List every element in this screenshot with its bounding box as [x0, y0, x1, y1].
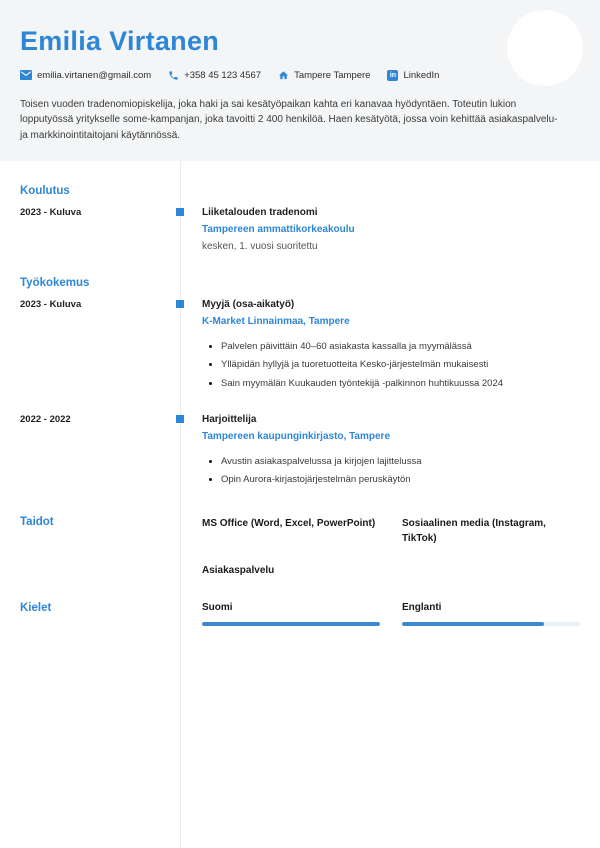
section-experience [0, 277, 600, 491]
section-title-skills: Taidot [20, 515, 54, 528]
square-bullet-icon [176, 300, 184, 308]
entry-dates: 2022 - 2022 [20, 413, 71, 425]
phone-icon [168, 70, 179, 81]
language-level-bar [202, 622, 380, 626]
job-bullet-list [202, 340, 580, 390]
section-education [0, 185, 600, 253]
contact-phone[interactable] [168, 70, 261, 81]
language-item [402, 602, 580, 626]
skill-item: MS Office (Word, Excel, PowerPoint) [202, 517, 376, 529]
location-text: Tampere Tampere [294, 69, 371, 81]
skill-item: Sosiaalinen media (Instagram, TikTok) [402, 517, 546, 544]
profile-summary: Toisen vuoden tradenomiopiskelija, joka haki ja sai kesätyöpaikan kahta eri kanavaa hyödyntäen. Toteutin lukion lopputyössä yritykselle some-kampanjan, joka tavoitti 2 400 henkilöä. Haen kesätyötä, jossa voin kehittää asiakaspalvelu- ja markkinointitaitojani käytännössä. [20, 98, 558, 141]
job-bullet: • Palvelen päivittäin 40–60 asiakasta kassalla ja myymälässä [221, 340, 580, 354]
skill-item: Asiakaspalvelu [202, 564, 275, 576]
job-title: Myyjä (osa-aikatyö) [202, 299, 295, 311]
entry-dates: 2023 - Kuluva [20, 299, 82, 311]
language-name: Englanti [402, 601, 442, 613]
job-bullet: • Sain myymälän Kuukauden työntekijä -palkinnon huhtikuussa 2024 [221, 377, 580, 391]
section-title-languages: Kielet [20, 601, 52, 614]
employer-link[interactable]: K-Market Linnainmaa, Tampere [202, 316, 350, 328]
linkedin-icon: in [387, 70, 398, 81]
section-title-experience: Työkokemus [20, 277, 90, 290]
section-languages [0, 602, 600, 626]
contact-row [20, 70, 580, 81]
language-name: Suomi [202, 601, 233, 613]
job-bullet: • Opin Aurora-kirjastojärjestelmän peruskäytön [221, 473, 580, 487]
school-link[interactable]: Tampereen ammattikorkeakoulu [202, 224, 355, 236]
contact-location [278, 70, 370, 81]
job-bullet-list [202, 455, 580, 487]
section-title-education: Koulutus [20, 185, 70, 198]
avatar [507, 10, 583, 86]
experience-entry [0, 413, 600, 492]
language-level-bar [402, 622, 580, 626]
job-bullet: • Avustin asiakaspalvelussa ja kirjojen lajittelussa [221, 455, 580, 469]
contact-email[interactable] [20, 70, 151, 81]
phone-text: +358 45 123 4567 [184, 69, 262, 81]
contact-linkedin[interactable] [387, 70, 439, 81]
linkedin-text: LinkedIn [403, 69, 440, 81]
employer-link[interactable]: Tampereen kaupunginkirjasto, Tampere [202, 430, 391, 442]
language-item [202, 602, 380, 626]
job-bullet: • Ylläpidän hyllyjä ja tuoretuotteita Kesko-järjestelmän mukaisesti [221, 358, 580, 372]
degree-title: Liiketalouden tradenomi [202, 207, 318, 219]
resume-body [0, 161, 600, 848]
entry-dates: 2023 - Kuluva [20, 207, 82, 219]
email-icon [20, 70, 32, 80]
experience-entry [0, 298, 600, 395]
person-name: Emilia Virtanen [20, 26, 220, 56]
square-bullet-icon [176, 208, 184, 216]
language-level-fill [402, 622, 544, 626]
job-title: Harjoittelija [202, 413, 257, 425]
home-icon [278, 70, 289, 81]
square-bullet-icon [176, 415, 184, 423]
degree-note: kesken, 1. vuosi suoritettu [202, 241, 318, 253]
section-skills [0, 516, 600, 578]
email-text: emilia.virtanen@gmail.com [37, 69, 152, 81]
education-entry [0, 206, 600, 253]
resume-header [0, 0, 600, 161]
language-level-fill [202, 622, 380, 626]
